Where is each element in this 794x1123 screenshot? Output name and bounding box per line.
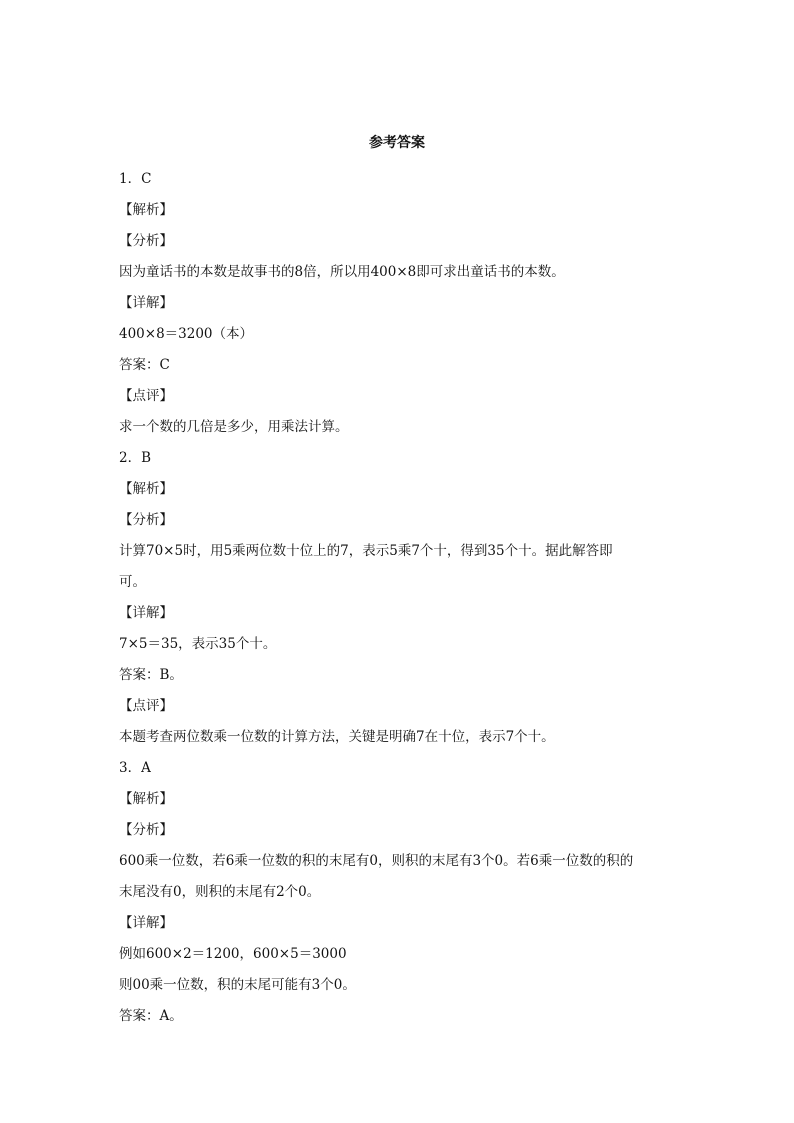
answer-text: 答案：C (119, 357, 170, 373)
section-heading-fenxi: 【分析】 (119, 233, 173, 249)
analysis-text: 600乘一位数，若6乘一位数的积的末尾有0，则积的末尾有3个0。若6乘一位数的积的 (119, 853, 634, 869)
analysis-text: 计算70×5时，用5乘两位数十位上的7，表示5乘7个十，得到35个十。据此解答即 (119, 543, 613, 559)
answer-text: 答案：A。 (119, 1008, 183, 1024)
section-heading-jiexi: 【解析】 (119, 481, 173, 497)
section-heading-jiexi: 【解析】 (119, 791, 173, 807)
section-heading-jiexi: 【解析】 (119, 202, 173, 218)
section-heading-dianping: 【点评】 (119, 698, 173, 714)
analysis-text-continued: 末尾没有0，则积的末尾有2个0。 (119, 884, 321, 900)
answer-content (119, 164, 679, 1032)
answer-number-3: 3．A (119, 760, 151, 776)
detail-text: 例如600×2＝1200，600×5＝3000 (119, 946, 347, 962)
section-heading-fenxi: 【分析】 (119, 512, 173, 528)
section-heading-xiangjie: 【详解】 (119, 605, 173, 621)
answer-text: 答案：B。 (119, 667, 183, 683)
page-title: 参考答案 (369, 135, 425, 151)
answer-number-2: 2．B (119, 450, 152, 466)
section-heading-dianping: 【点评】 (119, 388, 173, 404)
detail-text: 400×8＝3200（本） (119, 326, 254, 342)
comment-text: 求一个数的几倍是多少，用乘法计算。 (119, 419, 349, 435)
section-heading-fenxi: 【分析】 (119, 822, 173, 838)
detail-text: 7×5＝35，表示35个十。 (119, 636, 277, 652)
section-heading-xiangjie: 【详解】 (119, 295, 173, 311)
detail-text-continued: 则00乘一位数，积的末尾可能有3个0。 (119, 977, 356, 993)
section-heading-xiangjie: 【详解】 (119, 915, 173, 931)
analysis-text-continued: 可。 (119, 574, 146, 590)
analysis-text: 因为童话书的本数是故事书的8倍，所以用400×8即可求出童话书的本数。 (119, 264, 565, 280)
comment-text: 本题考查两位数乘一位数的计算方法，关键是明确7在十位，表示7个十。 (119, 729, 555, 745)
answer-number-1: 1．C (119, 171, 152, 187)
